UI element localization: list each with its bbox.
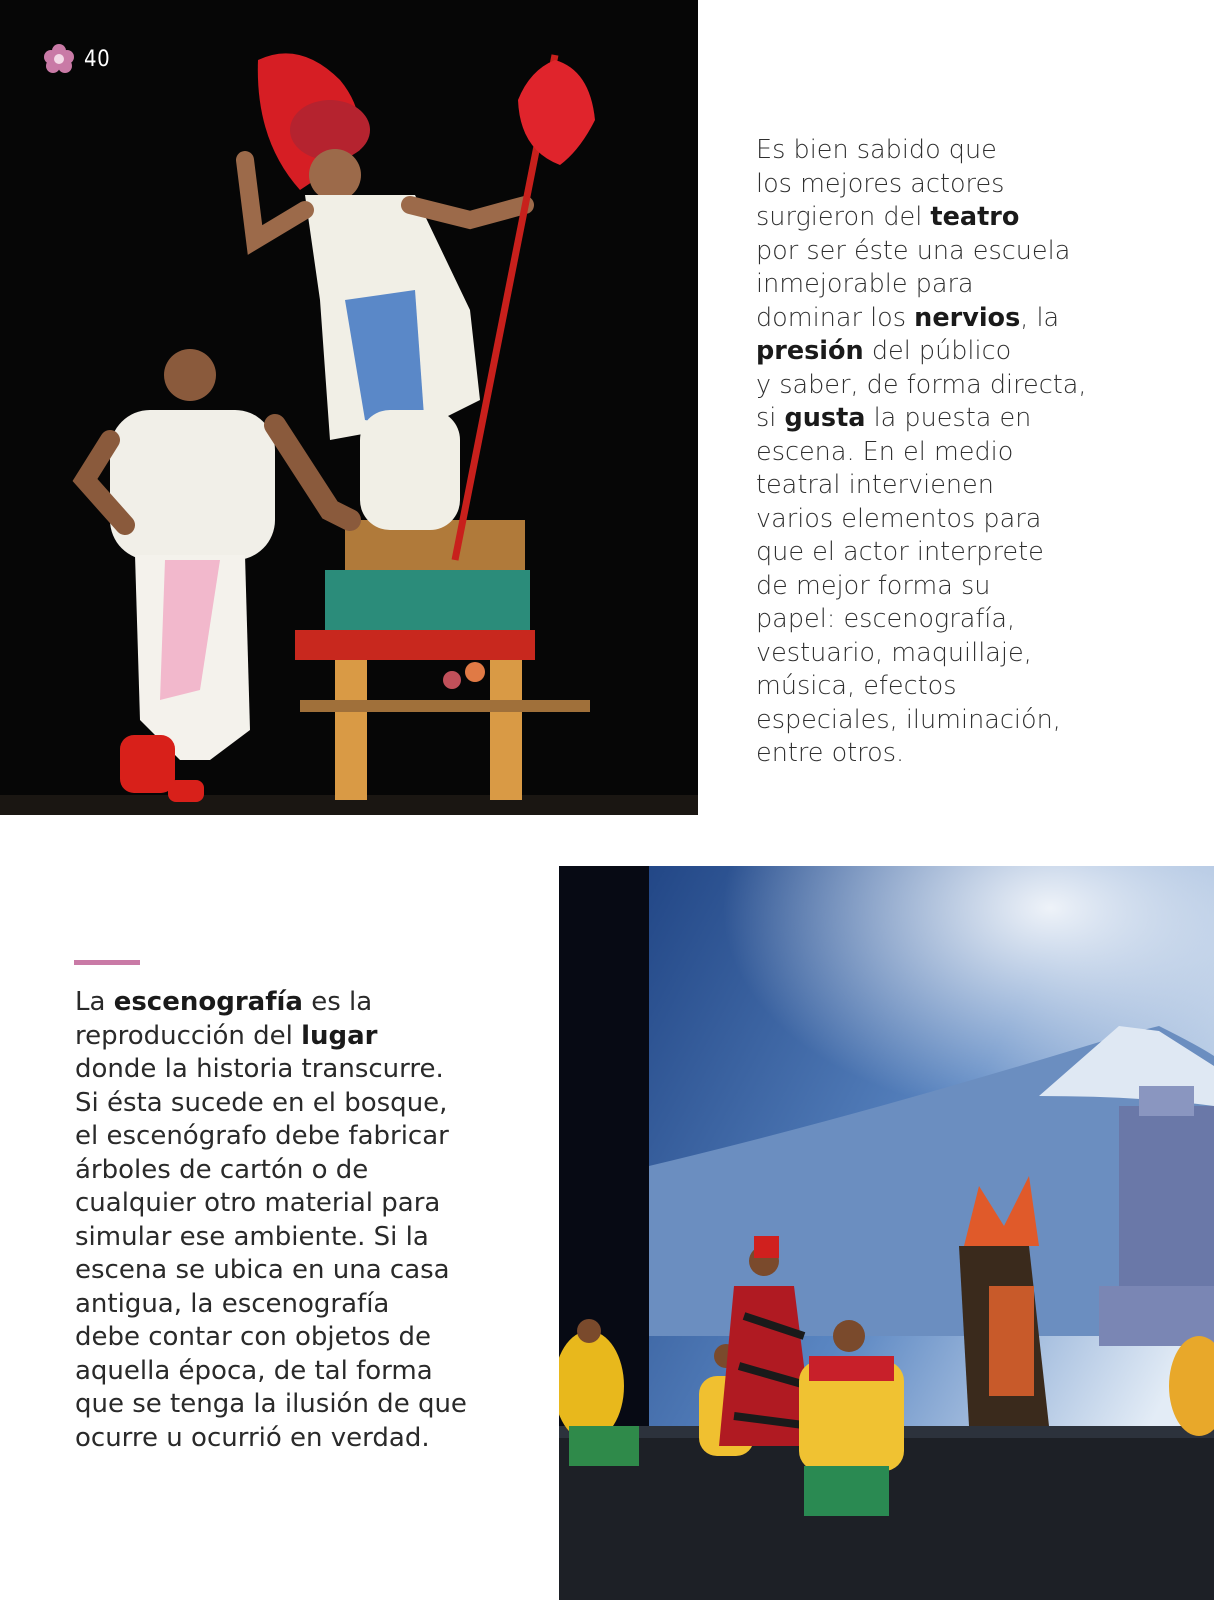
text-line <box>756 603 1086 637</box>
text-run: Si ésta sucede en el bosque, <box>75 1087 448 1118</box>
text-line <box>756 469 1086 503</box>
text-run: donde la historia transcurre. <box>75 1054 444 1084</box>
text-line <box>756 302 1086 336</box>
text-line <box>756 268 1086 302</box>
text-run: el escenógrafo debe fabricar <box>75 1121 449 1151</box>
flower-icon <box>42 42 76 76</box>
text-line <box>756 436 1086 470</box>
text-run: árboles de cartón o de <box>75 1154 369 1185</box>
text-line <box>756 570 1086 604</box>
text-run: vestuario, maquillaje, <box>756 637 1032 668</box>
folkloric-dance-illustration <box>559 866 1214 1600</box>
bold-term: lugar <box>301 1020 378 1051</box>
text-line <box>75 1288 515 1322</box>
bold-term: teatro <box>930 202 1020 232</box>
page-number-label: 40 <box>84 46 111 72</box>
bold-term: nervios <box>914 302 1021 333</box>
text-run: si <box>756 403 785 433</box>
text-run: ocurre u ocurrió en verdad. <box>75 1422 430 1453</box>
text-run: inmejorable para <box>756 269 974 299</box>
bold-term: escenografía <box>113 987 303 1017</box>
text-line <box>756 134 1086 168</box>
text-line <box>75 986 515 1020</box>
text-run: escena. En el medio <box>756 436 1014 467</box>
text-run: que el actor interprete <box>756 537 1044 567</box>
text-line <box>75 1388 515 1422</box>
text-run: es la <box>302 987 373 1017</box>
theater-actors-illustration <box>0 0 698 815</box>
text-run: debe contar con objetos de <box>75 1322 432 1352</box>
text-run: los mejores actores <box>756 168 1005 199</box>
text-run: simular ese ambiente. Si la <box>75 1221 429 1252</box>
text-line <box>756 201 1086 235</box>
text-line <box>756 335 1086 369</box>
page-number <box>42 42 110 76</box>
text-run: del público <box>863 336 1012 366</box>
text-line <box>75 1120 515 1154</box>
text-line <box>75 1221 515 1255</box>
text-run: teatral intervienen <box>756 470 994 500</box>
text-line <box>756 369 1086 403</box>
text-line <box>75 1087 515 1121</box>
text-run: surgieron del <box>756 202 931 232</box>
text-line <box>75 1321 515 1355</box>
text-run: escena se ubica en una casa <box>75 1255 450 1285</box>
accent-rule <box>74 960 140 965</box>
text-run: antigua, la escenografía <box>75 1288 390 1319</box>
paragraph-top <box>756 134 1086 771</box>
text-line <box>75 1187 515 1221</box>
text-run: música, efectos <box>756 671 957 701</box>
text-run: La <box>75 987 114 1017</box>
text-line <box>75 1254 515 1288</box>
text-line <box>756 235 1086 269</box>
theater-actors-photo <box>0 0 698 815</box>
text-line <box>75 1020 515 1054</box>
text-run: varios elementos para <box>756 503 1042 534</box>
text-run: que se tenga la ilusión de que <box>75 1389 467 1419</box>
text-run: , la <box>1020 302 1060 333</box>
text-line <box>756 402 1086 436</box>
text-run: especiales, iluminación, <box>756 704 1061 735</box>
text-run: entre otros. <box>756 738 905 768</box>
text-line <box>756 670 1086 704</box>
text-run: de mejor forma su <box>756 570 991 601</box>
text-run: Es bien sabido que <box>756 135 997 165</box>
text-line <box>756 536 1086 570</box>
text-run: reproducción del <box>75 1020 302 1051</box>
text-line <box>75 1355 515 1389</box>
text-line <box>756 637 1086 671</box>
bold-term: gusta <box>784 403 866 433</box>
text-line <box>75 1422 515 1456</box>
text-run: la puesta en <box>865 403 1032 433</box>
text-run: cualquier otro material para <box>75 1188 441 1218</box>
text-line <box>756 503 1086 537</box>
text-line <box>756 168 1086 202</box>
text-line <box>756 704 1086 738</box>
text-run: por ser éste una escuela <box>756 235 1071 266</box>
text-line <box>75 1154 515 1188</box>
text-run: y saber, de forma directa, <box>756 369 1087 400</box>
text-line <box>75 1053 515 1087</box>
text-run: dominar los <box>756 302 915 333</box>
bold-term: presión <box>756 336 864 366</box>
folkloric-dance-photo <box>559 866 1214 1600</box>
text-line <box>756 737 1086 771</box>
text-run: papel: escenografía, <box>756 604 1016 634</box>
text-run: aquella época, de tal forma <box>75 1355 433 1386</box>
paragraph-bottom <box>75 986 515 1455</box>
